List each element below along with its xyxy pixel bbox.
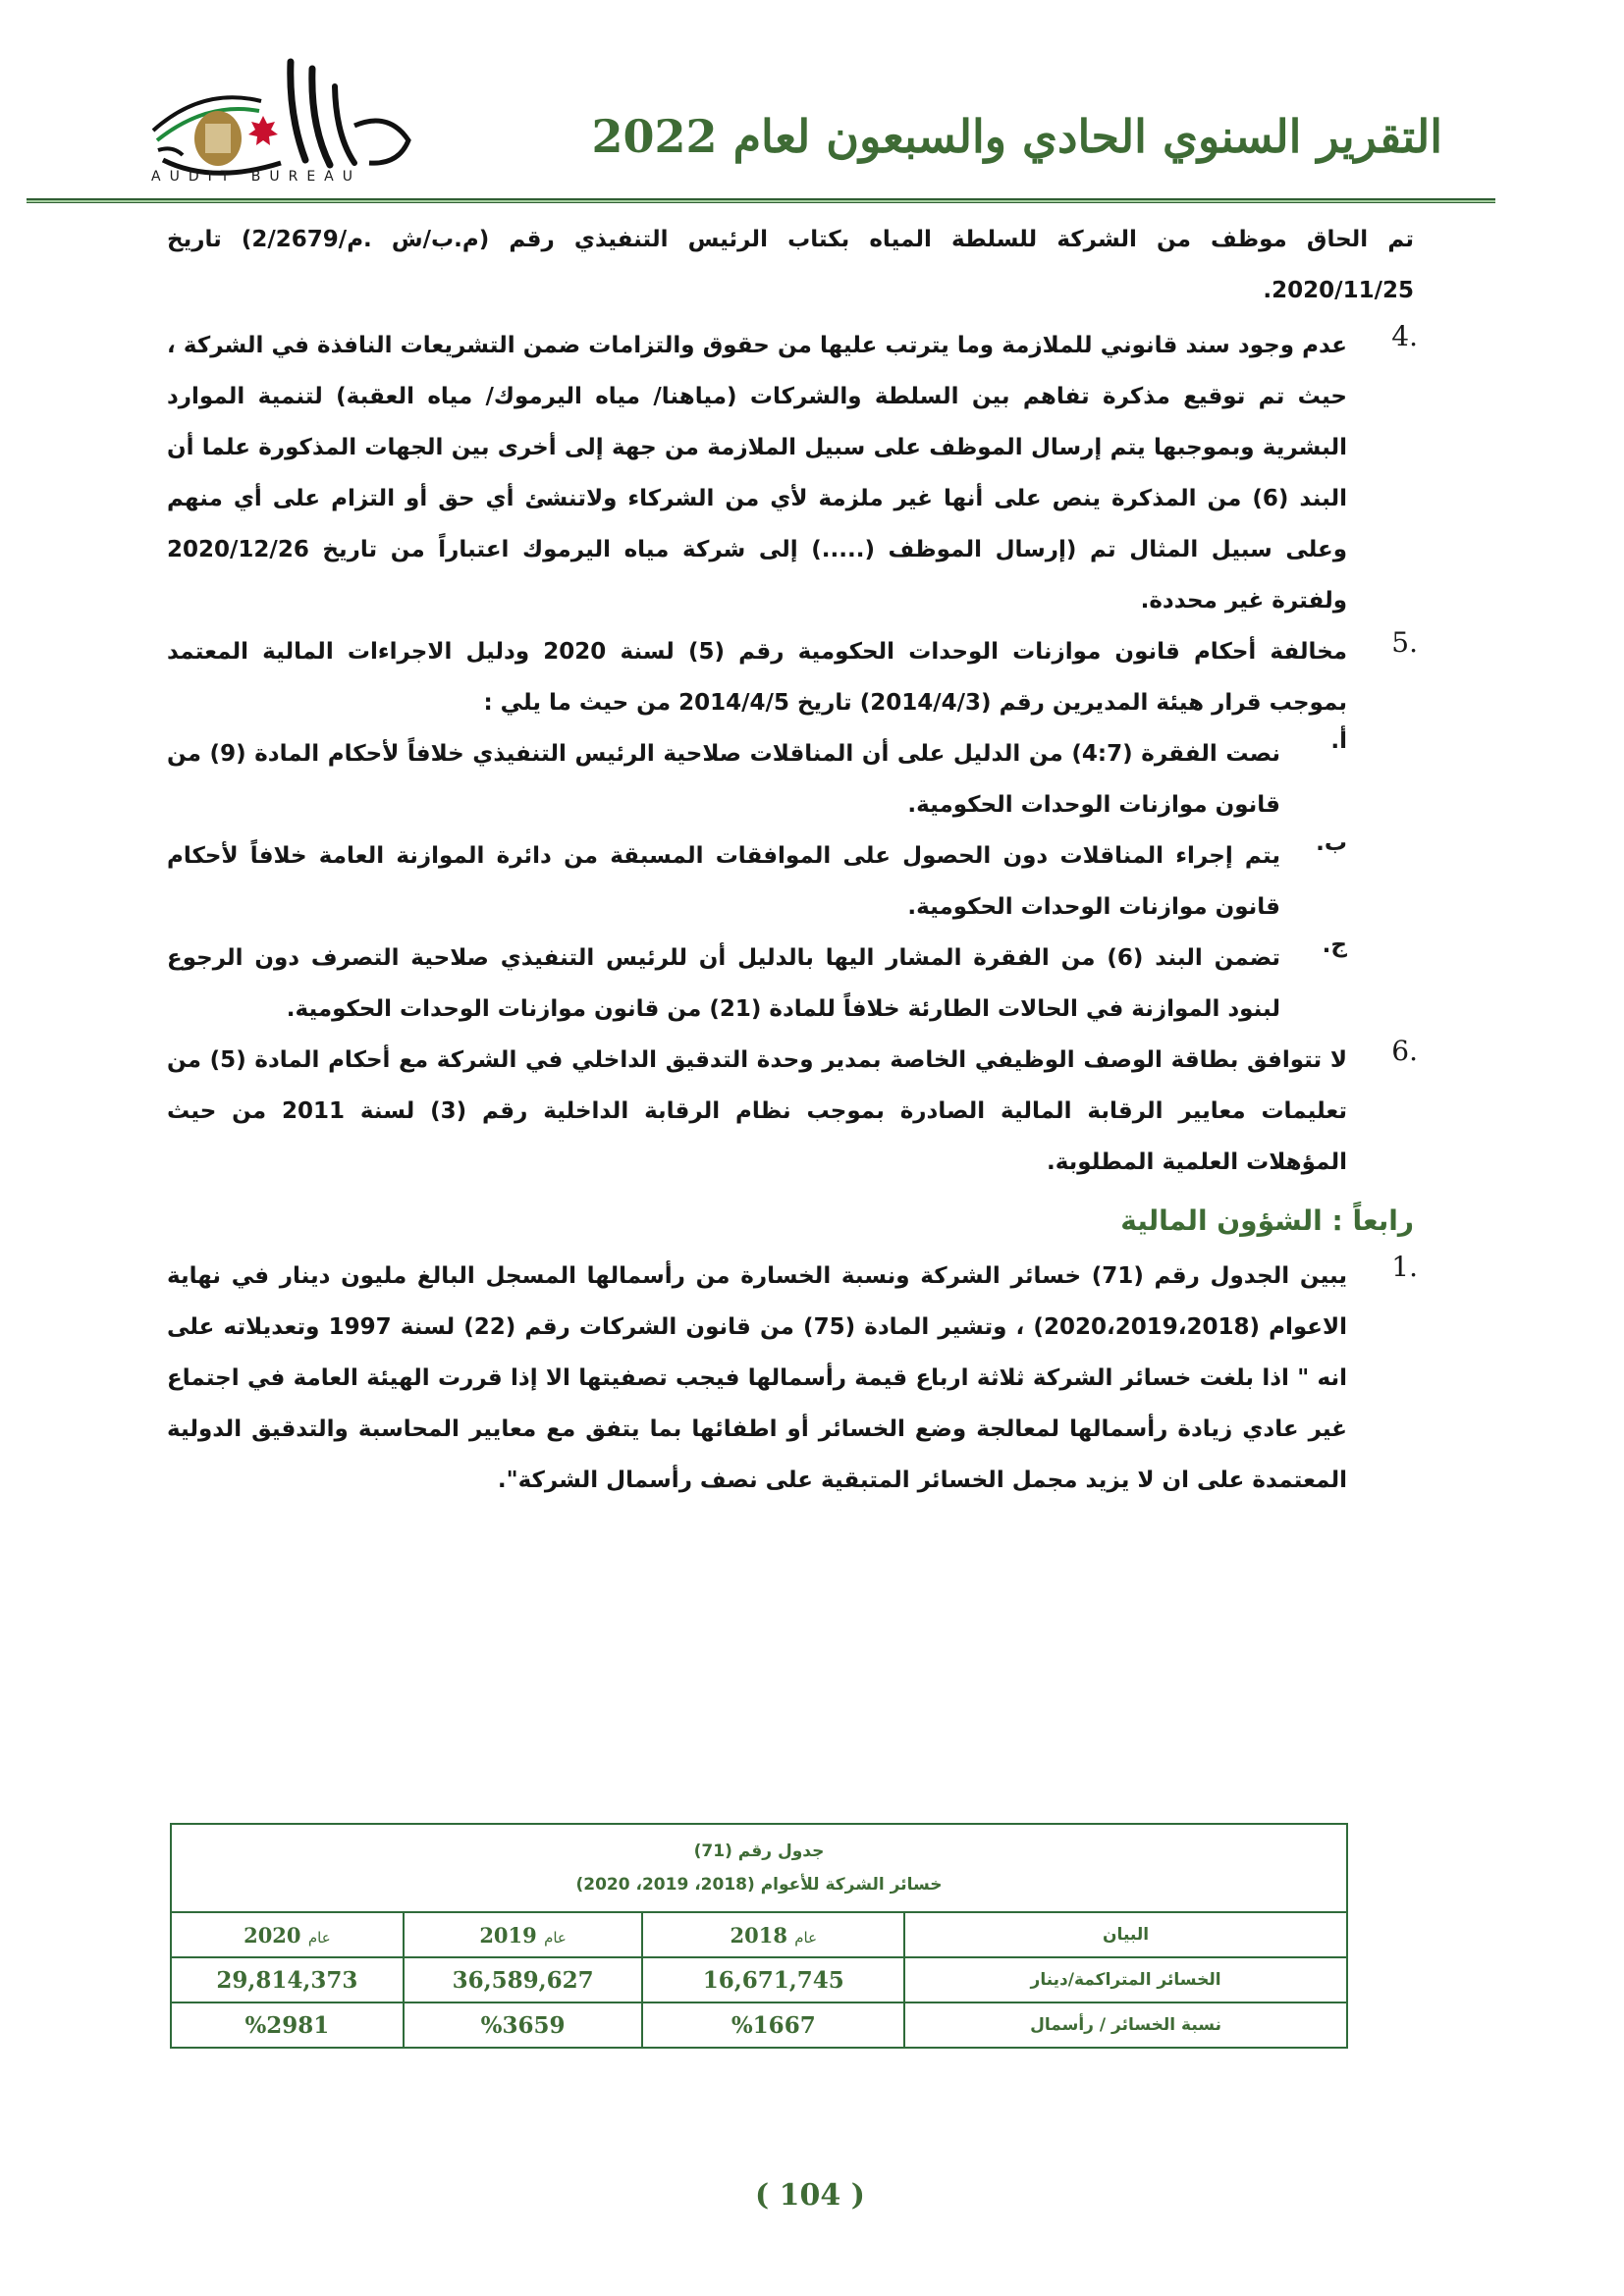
page-header bbox=[0, 0, 1624, 211]
row-label: نسبة الخسائر / رأسمال bbox=[904, 2002, 1347, 2048]
financial-list-item-1 bbox=[167, 1251, 1418, 1506]
table-caption-subtitle: خسائر الشركة للأعوام (2018، 2019، 2020) bbox=[575, 1875, 943, 1895]
logo-english-caption: AUDIT BUREAU bbox=[151, 169, 361, 185]
column-header-label: البيان bbox=[904, 1912, 1347, 1957]
column-header-2018: عام 2018 bbox=[642, 1912, 904, 1957]
item-text: لا تتوافق بطاقة الوصف الوظيفي الخاصة بمدير وحدة التدقيق الداخلي في الشركة مع أحكام المادة (5) من تعليمات معايير الرقابة المالية الصادرة بموجب نظام الرقابة الداخلية رقم (3) لسنة 2011 من حيث المؤهلات العلمية المطلوبة. bbox=[167, 1047, 1348, 1175]
table-caption bbox=[171, 1824, 1347, 1912]
sub-item-c bbox=[167, 933, 1347, 1035]
sub-item-letter: ج. bbox=[1322, 933, 1347, 958]
item-number: 4. bbox=[1391, 320, 1418, 352]
item-text: مخالفة أحكام قانون موازنات الوحدات الحكومية رقم (5) لسنة 2020 ودليل الاجراءات المالية المعتمد بموجب قرار هيئة المديرين رقم (2014/4/3) تاريخ 2014/4/5 من حيث ما يلي : bbox=[167, 639, 1348, 716]
row-label: الخسائر المتراكمة/دينار bbox=[904, 1957, 1347, 2002]
table-header-row bbox=[171, 1912, 1347, 1957]
column-header-2019: عام 2019 bbox=[404, 1912, 643, 1957]
sub-item-text: يتم إجراء المناقلات دون الحصول على الموافقات المسبقة من دائرة الموازنة العامة خلافاً لأحكام قانون موازنات الوحدات الحكومية. bbox=[167, 843, 1280, 920]
losses-table bbox=[170, 1823, 1348, 2049]
list-item-5 bbox=[167, 626, 1418, 1035]
sub-item-text: تضمن البند (6) من الفقرة المشار اليها بالدليل أن للرئيس التنفيذي صلاحية التصرف دون الرجوع لبنود الموازنة في الحالات الطارئة خلافاً للمادة (21) من قانون موازنات الوحدات الحكومية. bbox=[167, 945, 1281, 1022]
cell-value: %2981 bbox=[171, 2002, 404, 2048]
header-divider bbox=[27, 198, 1495, 204]
page-content bbox=[167, 214, 1418, 1506]
cell-value: 29,814,373 bbox=[171, 1957, 404, 2002]
item-number: 1. bbox=[1391, 1251, 1418, 1283]
sub-item-b bbox=[167, 830, 1347, 933]
cell-value: %1667 bbox=[642, 2002, 904, 2048]
table-row bbox=[171, 2002, 1347, 2048]
sub-item-text: نصت الفقرة (4:7) من الدليل على أن المناقلات صلاحية الرئيس التنفيذي خلافاً لأحكام المادة (9) من قانون موازنات الوحدات الحكومية. bbox=[167, 741, 1281, 818]
item-text: يبين الجدول رقم (71) خسائر الشركة ونسبة الخسارة من رأسمالها المسجل البالغ مليون دينار في نهاية الاعوام (2020،2019،2018) ، وتشير المادة (75) من قانون الشركات رقم (22) لسنة 1997 وتعديلاته على انه " اذا بلغت خسائر الشركة ثلاثة ارباع قيمة رأسمالها فيجب تصفيتها الا إذا قررت الهيئة العامة في اجتماع غير عادي زيادة رأسمالها لمعالجة وضع الخسائر أو اطفائها بما يتفق مع معايير المحاسبة والتدقيق الدولية المعتمدة على ان لا يزيد مجمل الخسائر المتبقية على نصف رأسمال الشركة". bbox=[167, 1263, 1348, 1493]
continuation-paragraph: تم الحاق موظف من الشركة للسلطة المياه بكتاب الرئيس التنفيذي رقم (م.ب/ش .م/2/2679) تاريخ 2020/11/25. bbox=[167, 227, 1414, 303]
sub-item-letter: أ. bbox=[1330, 728, 1347, 754]
cell-value: %3659 bbox=[404, 2002, 643, 2048]
cell-value: 36,589,627 bbox=[404, 1957, 643, 2002]
report-title: التقرير السنوي الحادي والسبعون لعام 2022 bbox=[591, 110, 1442, 163]
table-row bbox=[171, 1957, 1347, 2002]
sub-item-a bbox=[167, 728, 1347, 830]
column-header-2020: عام 2020 bbox=[171, 1912, 404, 1957]
section-heading-financial-affairs: رابعاً : الشؤون المالية bbox=[1120, 1204, 1414, 1237]
item-text: عدم وجود سند قانوني للملازمة وما يترتب عليها من حقوق والتزامات ضمن التشريعات النافذة في الشركة ، حيث تم توقيع مذكرة تفاهم بين السلطة والشركات (مياهنا/ مياه اليرموك/ مياه العقبة) لتنمية الموارد البشرية وبموجبها يتم إرسال الموظف على سبيل الملازمة من جهة إلى أخرى بين الجهات المذكورة علما أن البند (6) من المذكرة ينص على أنها غير ملزمة لأي من الشركاء ولاتنشئ أي حق أو التزام على أي منهم وعلى سبيل المثال تم (إرسال الموظف (.....) إلى شركة مياه اليرموك اعتباراً من تاريخ 2020/12/26 ولفترة غير محددة. bbox=[167, 333, 1347, 614]
table-caption-title: جدول رقم (71) bbox=[693, 1842, 825, 1861]
cell-value: 16,671,745 bbox=[642, 1957, 904, 2002]
item-number: 5. bbox=[1391, 626, 1418, 659]
item-number: 6. bbox=[1391, 1035, 1418, 1067]
list-item-4 bbox=[167, 320, 1418, 626]
list-item-6 bbox=[167, 1035, 1418, 1188]
page-number: ( 104 ) bbox=[755, 2178, 865, 2213]
sub-item-letter: ب. bbox=[1316, 830, 1347, 856]
